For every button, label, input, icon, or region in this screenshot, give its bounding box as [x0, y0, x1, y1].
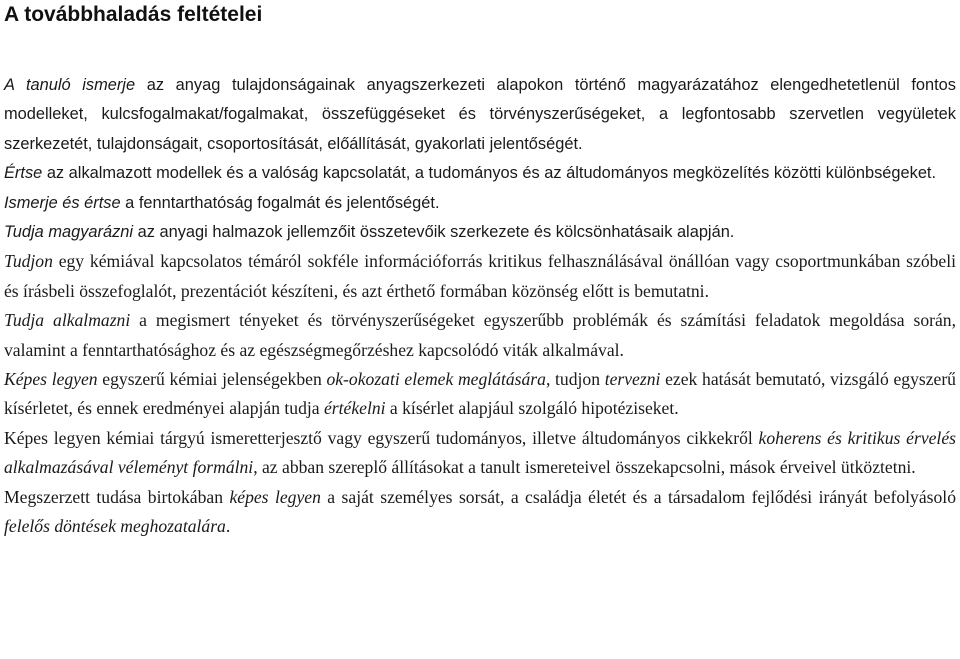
emphasized-text: ok-okozati elemek meglátására — [326, 369, 546, 390]
emphasized-text: értékelni — [323, 398, 386, 419]
paragraph-text: az anyag tulajdonságainak anyagszerkezeti alapokon történő magyarázatához elengedhetetlenül fontos modelleket, kulcsfogalmakat/fogalmakat, összefüggéseket és törvényszerűségeket, a legfontosabb szervetlen vegyületek szerkezetét, tulajdonságait, csoportosítását, előállítását, gyakorlati jelentőségét. — [4, 76, 956, 153]
paragraph-text: a kísérlet alapjául szolgáló hipotéziseket. — [385, 398, 679, 419]
paragraph — [4, 365, 956, 424]
emphasized-text: Tudja alkalmazni — [4, 310, 131, 331]
emphasized-text: Képes legyen — [4, 369, 98, 390]
emphasized-text: A tanuló ismerje — [4, 76, 136, 94]
paragraph-text: . — [225, 516, 231, 537]
paragraph — [4, 71, 956, 159]
paragraph-text: , tudjon — [545, 369, 605, 390]
paragraph-text: a megismert tényeket és törvényszerűségeket egyszerűbb problémák és számítási feladatok megoldása során, valamint a fenntarthatósághoz és az egészségmegőrzéshez kapcsolódó viták alkalmával. — [4, 310, 956, 360]
emphasized-text: Tudjon — [4, 251, 53, 272]
emphasized-text: felelős döntések meghozatalára — [4, 516, 226, 537]
emphasized-text: tervezni — [604, 369, 661, 390]
emphasized-text: Értse — [4, 164, 43, 183]
paragraph — [4, 424, 956, 483]
emphasized-text: Tudja magyarázni — [4, 223, 134, 242]
paragraph-text: Képes legyen kémiai tárgyú ismeretterjesztő vagy egyszerű tudományos, illetve áltudományos cikkekről — [4, 427, 759, 448]
paragraph — [4, 218, 956, 247]
paragraph-text: az anyagi halmazok jellemzőit összetevőik szerkezete és kölcsönhatásaik alapján. — [133, 223, 735, 242]
page-title: A továbbhaladás feltételei — [4, 3, 263, 26]
paragraph — [4, 306, 956, 365]
paragraph — [4, 483, 956, 542]
paragraph-text: , az abban szereplő állításokat a tanult ismereteivel összekapcsolni, mások érveivel ütköztetni. — [253, 457, 916, 478]
paragraph-text: egyszerű kémiai jelenségekben — [97, 369, 327, 390]
paragraph-text: a saját személyes sorsát, a családja életét és a társadalom fejlődési irányát befolyásoló — [320, 486, 956, 507]
document-page — [4, 0, 956, 542]
emphasized-text: Ismerje és értse — [4, 193, 121, 212]
emphasized-text: koherens és kritikus érvelés alkalmazásával véleményt formálni — [4, 427, 956, 478]
paragraph-text: egy kémiával kapcsolatos témáról sokféle információforrás kritikus felhasználásával önállóan vagy csoportmunkában szóbeli és írásbeli összefoglalót, prezentációt készíteni, és azt érthető formában közönség előtt is bemutatni. — [4, 251, 956, 301]
paragraph-text: Megszerzett tudása birtokában — [4, 486, 230, 507]
paragraph — [4, 159, 956, 188]
paragraph-text: a fenntarthatóság fogalmát és jelentőségét. — [120, 193, 440, 212]
emphasized-text: képes legyen — [229, 486, 321, 507]
paragraph-text: ezek hatását bemutató, vizsgáló egyszerű kísérletet, és ennek eredményei alapján tudja — [4, 369, 956, 419]
paragraph — [4, 189, 956, 218]
paragraph-text: az alkalmazott modellek és a valóság kapcsolatát, a tudományos és az áltudományos megközelítés közötti különbségeket. — [42, 164, 937, 183]
document-body — [4, 71, 956, 542]
paragraph — [4, 247, 956, 306]
